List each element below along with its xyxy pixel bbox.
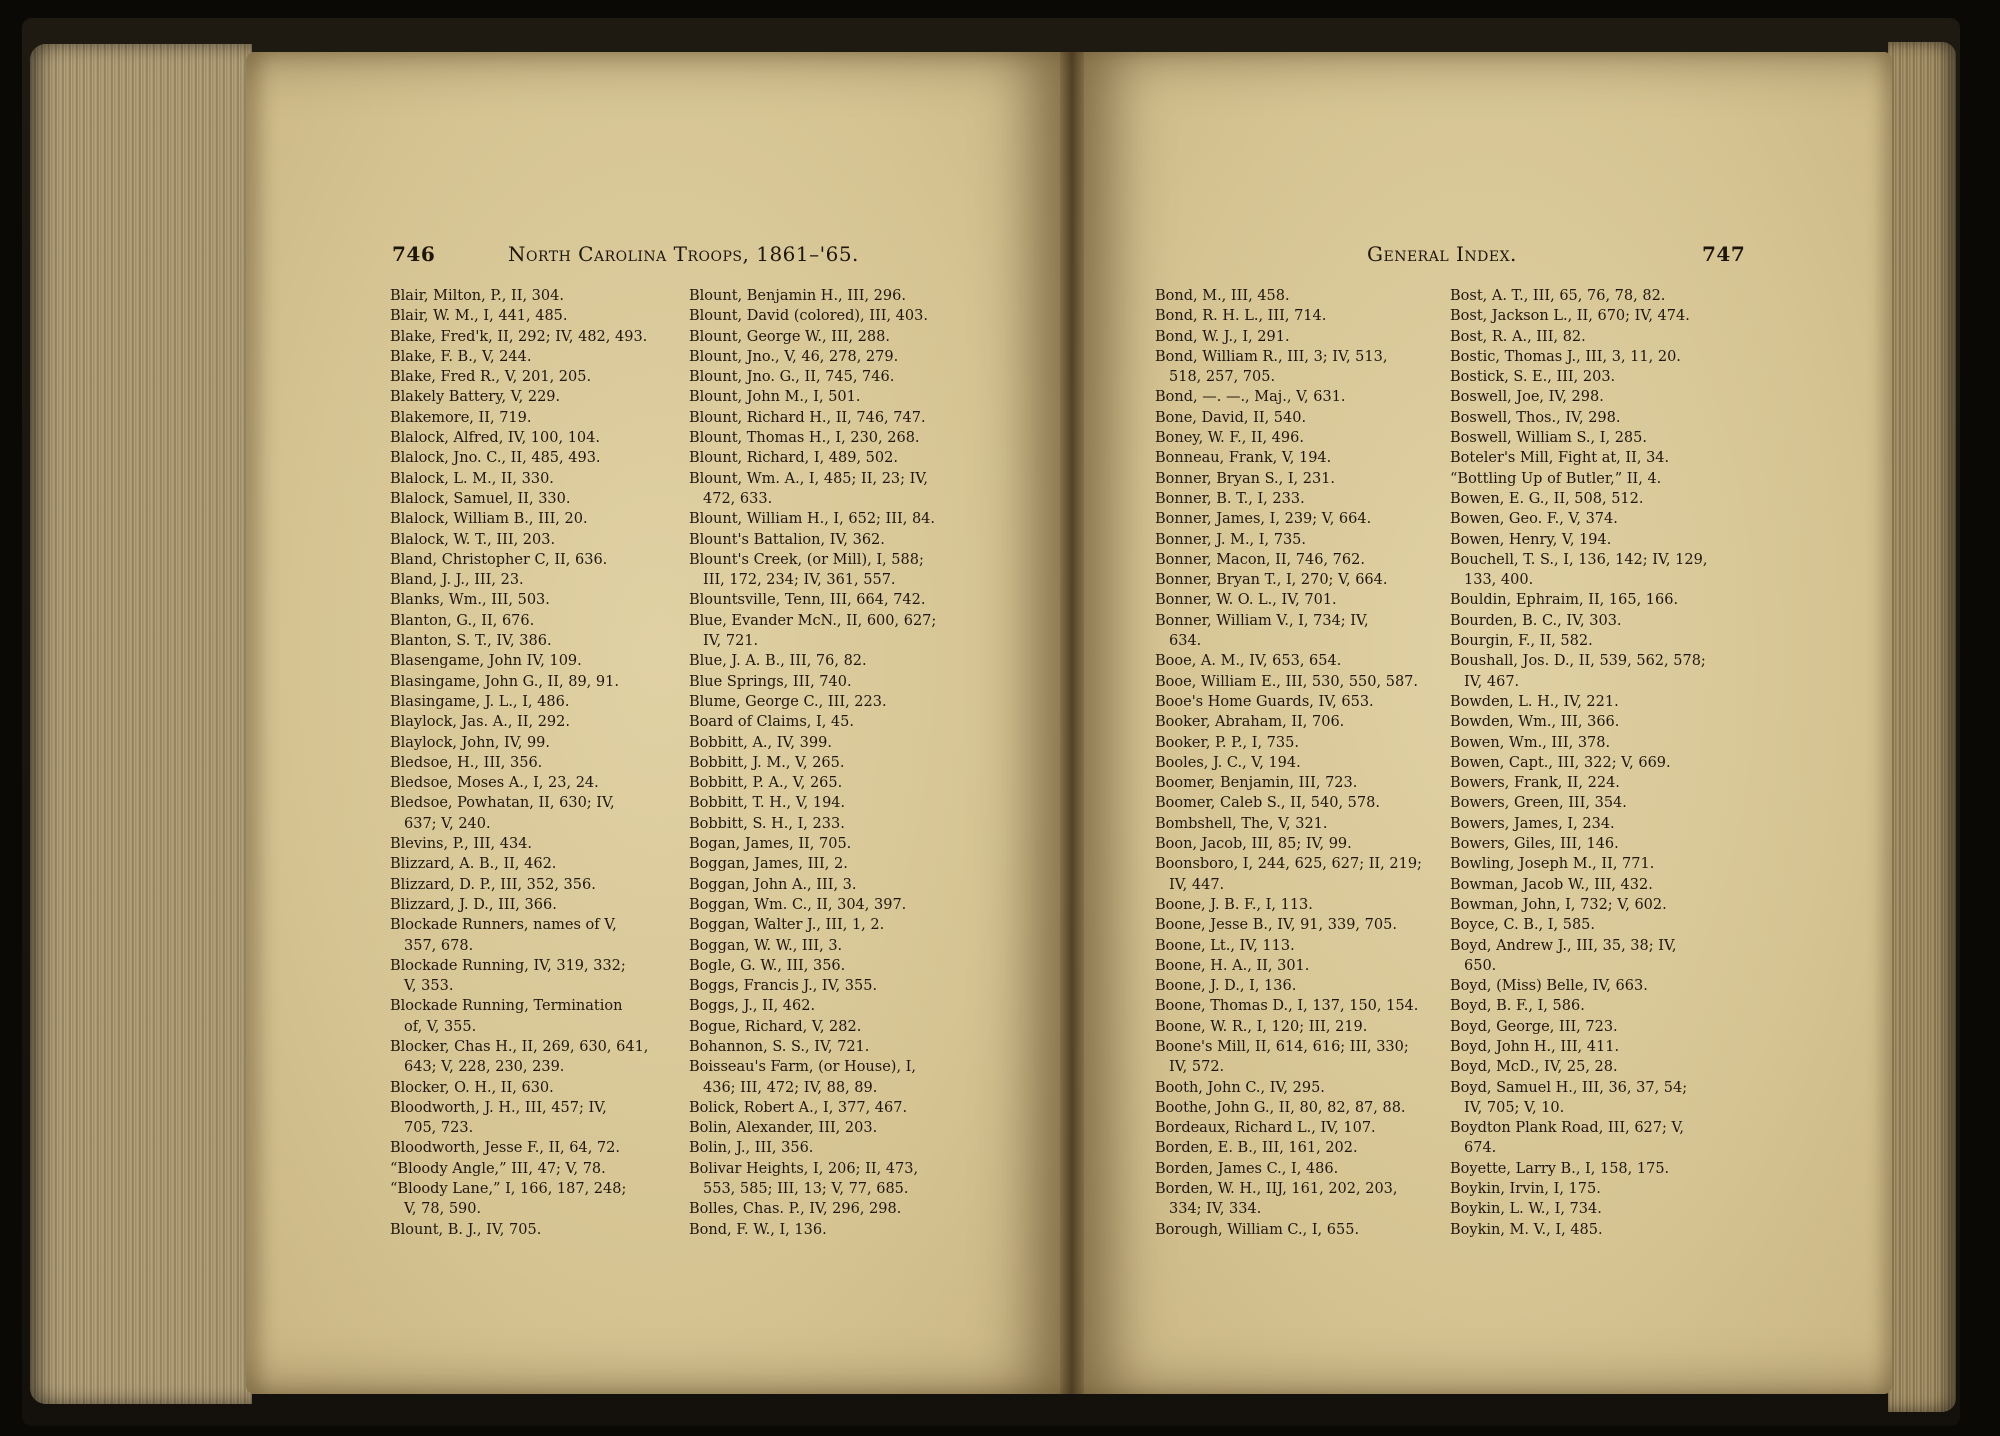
index-entry: Blockade Running, IV, 319, 332; [390,957,626,974]
index-entry: Bowen, E. G., II, 508, 512. [1450,490,1644,507]
right-page-title: General Index. [1367,242,1517,266]
index-entry: Bobbitt, A., IV, 399. [689,734,832,751]
left-page-number: 746 [392,242,436,266]
index-entry: Boone, Thomas D., I, 137, 150, 154. [1155,998,1419,1015]
index-entry: Boisseau's Farm, (or House), I, [689,1059,917,1076]
index-entry: Boykin, Irvin, I, 175. [1450,1181,1601,1198]
index-entry: 436; III, 472; IV, 88, 89. [703,1079,878,1096]
index-entry: Blue Springs, III, 740. [689,673,852,690]
index-entry: Bowden, Wm., III, 366. [1450,714,1620,731]
right-column-2 [1450,286,1707,1240]
left-column-2 [689,286,936,1240]
index-entry: Boggan, John A., III, 3. [689,876,857,893]
left-page [246,52,1072,1394]
index-entry: Bogan, James, II, 705. [689,836,852,853]
index-entry: Bonner, Bryan S., I, 231. [1155,470,1336,487]
index-entry: Blakemore, II, 719. [390,409,532,426]
index-entry: 634. [1169,633,1202,650]
index-entry: Blount, David (colored), III, 403. [689,308,928,325]
index-entry: Bourden, B. C., IV, 303. [1450,612,1622,629]
index-entry: Boydton Plank Road, III, 627; V, [1450,1120,1685,1137]
index-entry: Bostick, S. E., III, 203. [1450,369,1616,386]
index-entry: Bolivar Heights, I, 206; II, 473, [689,1160,919,1177]
index-entry: Boothe, John G., II, 80, 82, 87, 88. [1155,1099,1406,1116]
index-entry: Bombshell, The, V, 321. [1155,815,1328,832]
index-entry: Bost, R. A., III, 82. [1450,328,1586,345]
index-entry: Bolin, J., III, 356. [689,1140,814,1157]
index-entry: Blockade Runners, names of V, [390,917,617,934]
index-entry: Booker, Abraham, II, 706. [1155,714,1345,731]
index-entry: Bolin, Alexander, III, 203. [689,1120,878,1137]
index-entry: Bond, —. —., Maj., V, 631. [1155,389,1346,406]
index-entry: Bogue, Richard, V, 282. [689,1018,862,1035]
index-entry: Boggs, Francis J., IV, 355. [689,978,878,995]
index-entry: IV, 721. [703,633,759,650]
index-entry: III, 172, 234; IV, 361, 557. [703,572,896,589]
index-entry: Blizzard, A. B., II, 462. [390,856,557,873]
index-entry: Blaylock, John, IV, 99. [390,734,551,751]
index-entry: Boomer, Benjamin, III, 723. [1155,775,1358,792]
index-entry: Bond, W. J., I, 291. [1155,328,1290,345]
index-entry: Boushall, Jos. D., II, 539, 562, 578; [1450,653,1706,670]
index-entry: 133, 400. [1464,572,1534,589]
index-entry: Boykin, L. W., I, 734. [1450,1201,1602,1218]
index-entry: Blount's Creek, (or Mill), I, 588; [689,551,924,568]
right-page [1072,52,1892,1394]
index-entry: Boonsboro, I, 244, 625, 627; II, 219; [1155,856,1422,873]
index-entry: Blount, George W., III, 288. [689,328,890,345]
index-entry: Bourgin, F., II, 582. [1450,633,1593,650]
index-entry: Bobbitt, P. A., V, 265. [689,775,843,792]
index-entry: Bonner, James, I, 239; V, 664. [1155,511,1372,528]
index-entry: Bost, A. T., III, 65, 76, 78, 82. [1450,288,1666,304]
index-entry: Boswell, William S., I, 285. [1450,430,1647,447]
index-entry: “Bloody Angle,” III, 47; V, 78. [390,1160,606,1177]
index-entry: Blanks, Wm., III, 503. [390,592,550,609]
index-entry: 357, 678. [404,937,474,954]
left-page-edges [30,44,252,1404]
index-entry: Bonner, J. M., I, 735. [1155,531,1307,548]
index-entry: Blalock, L. M., II, 330. [390,470,554,487]
index-entry: Bowers, Giles, III, 146. [1450,836,1619,853]
index-entry: Bowers, Green, III, 354. [1450,795,1627,812]
index-entry: 518, 257, 705. [1169,369,1276,386]
index-entry: Bobbitt, S. H., I, 233. [689,815,845,832]
index-entry: Blake, Fred R., V, 201, 205. [390,369,592,386]
index-entry: Blountsville, Tenn, III, 664, 742. [689,592,926,609]
index-entry: Borden, E. B., III, 161, 202. [1155,1140,1358,1157]
index-entry: Blount, Richard, I, 489, 502. [689,450,898,467]
index-entry: Booe, A. M., IV, 653, 654. [1155,653,1342,670]
index-entry: 674. [1464,1140,1497,1157]
index-entry: V, 78, 590. [404,1201,482,1218]
index-entry: IV, 572. [1169,1059,1225,1076]
index-entry: 334; IV, 334. [1169,1201,1262,1218]
right-page-edges [1888,42,1956,1412]
index-entry: Boyd, Samuel H., III, 36, 37, 54; [1450,1079,1688,1096]
index-entry: Bledsoe, Powhatan, II, 630; IV, [390,795,615,812]
index-entry: Bone, David, II, 540. [1155,409,1307,426]
index-entry: Boyd, (Miss) Belle, IV, 663. [1450,978,1648,995]
index-entry: Bowman, Jacob W., III, 432. [1450,876,1653,893]
index-entry: IV, 467. [1464,673,1520,690]
index-entry: 650. [1464,957,1497,974]
index-entry: Boteler's Mill, Fight at, II, 34. [1450,450,1670,467]
index-entry: Boggs, J., II, 462. [689,998,816,1015]
index-entry: Bouchell, T. S., I, 136, 142; IV, 129, [1450,551,1708,568]
index-entry: Blalock, Samuel, II, 330. [390,490,571,507]
index-entry: Blocker, O. H., II, 630. [390,1079,554,1096]
index-entry: Bogle, G. W., III, 356. [689,957,846,974]
index-entry: Boyd, B. F., I, 586. [1450,998,1585,1015]
index-entry: Board of Claims, I, 45. [689,714,854,731]
index-entry: Blair, W. M., I, 441, 485. [390,308,568,325]
index-entry: Boone, Jesse B., IV, 91, 339, 705. [1155,917,1397,934]
index-entry: Borough, William C., I, 655. [1155,1221,1360,1238]
index-entry: Blasingame, John G., II, 89, 91. [390,673,619,690]
index-entry: Boggan, James, III, 2. [689,856,848,873]
index-entry: Blount, Richard H., II, 746, 747. [689,409,926,426]
index-entry: Blake, F. B., V, 244. [390,348,532,365]
index-entry: 705, 723. [404,1120,474,1137]
index-entry: Blasengame, John IV, 109. [390,653,582,670]
index-entry: Booe's Home Guards, IV, 653. [1155,693,1374,710]
right-page-number: 747 [1702,242,1746,266]
index-entry: Bowen, Henry, V, 194. [1450,531,1612,548]
index-entry: Boyce, C. B., I, 585. [1450,917,1596,934]
index-entry: Blue, J. A. B., III, 76, 82. [689,653,867,670]
index-entry: Blount's Battalion, IV, 362. [689,531,885,548]
index-entry: Boggan, Wm. C., II, 304, 397. [689,896,907,913]
index-entry: Blizzard, D. P., III, 352, 356. [390,876,596,893]
index-entry: Bowers, James, I, 234. [1450,815,1615,832]
index-entry: Blalock, Jno. C., II, 485, 493. [390,450,601,467]
index-entry: Boone, H. A., II, 301. [1155,957,1310,974]
index-entry: Blockade Running, Termination [390,998,623,1015]
index-entry: Bordeaux, Richard L., IV, 107. [1155,1120,1376,1137]
index-entry: Boggan, W. W., III, 3. [689,937,843,954]
index-entry: Blanton, G., II, 676. [390,612,535,629]
index-entry: Bost, Jackson L., II, 670; IV, 474. [1450,308,1690,325]
index-entry: Blount, Benjamin H., III, 296. [689,288,906,304]
index-entry: 643; V, 228, 230, 239. [404,1059,565,1076]
index-entry: Boone, Lt., IV, 113. [1155,937,1295,954]
index-entry: Bledsoe, Moses A., I, 23, 24. [390,775,599,792]
index-entry: Blake, Fred'k, II, 292; IV, 482, 493. [390,328,648,345]
index-entry: Boggan, Walter J., III, 1, 2. [689,917,885,934]
index-entry: Blaylock, Jas. A., II, 292. [390,714,570,731]
index-entry: Bond, M., III, 458. [1155,288,1290,304]
index-entry: Bonneau, Frank, V, 194. [1155,450,1332,467]
index-entry: Boyd, George, III, 723. [1450,1018,1618,1035]
index-entry: V, 353. [404,978,454,995]
index-entry: Blount, John M., I, 501. [689,389,861,406]
index-entry: Bostic, Thomas J., III, 3, 11, 20. [1450,348,1681,365]
index-entry: Booth, John C., IV, 295. [1155,1079,1325,1096]
index-entry: Bonner, B. T., I, 233. [1155,490,1305,507]
index-entry: Bohannon, S. S., IV, 721. [689,1038,870,1055]
index-entry: Bowman, John, I, 732; V, 602. [1450,896,1667,913]
index-entry: Blount, B. J., IV, 705. [390,1221,542,1238]
index-entry: of, V, 355. [404,1018,477,1035]
index-entry: Bobbitt, J. M., V, 265. [689,754,845,771]
index-entry: Boone, W. R., I, 120; III, 219. [1155,1018,1368,1035]
index-entry: Bond, R. H. L., III, 714. [1155,308,1327,325]
index-entry: Blount, Jno. G., II, 745, 746. [689,369,895,386]
index-entry: Boomer, Caleb S., II, 540, 578. [1155,795,1380,812]
index-entry: Bonner, Macon, II, 746, 762. [1155,551,1365,568]
index-entry: IV, 705; V, 10. [1464,1099,1565,1116]
index-entry: Borden, W. H., IIJ, 161, 202, 203, [1155,1181,1398,1198]
index-entry: Bloodworth, J. H., III, 457; IV, [390,1099,607,1116]
index-entry: Blue, Evander McN., II, 600, 627; [689,612,937,629]
index-entry: Bolles, Chas. P., IV, 296, 298. [689,1201,902,1218]
index-entry: Boswell, Joe, IV, 298. [1450,389,1604,406]
index-entry: Blount, Wm. A., I, 485; II, 23; IV, [689,470,928,487]
index-entry: “Bloody Lane,” I, 166, 187, 248; [390,1181,627,1198]
index-entry: Boone, J. B. F., I, 113. [1155,896,1313,913]
index-entry: Bonner, William V., I, 734; IV, [1155,612,1369,629]
index-entry: Boyette, Larry B., I, 158, 175. [1450,1160,1670,1177]
index-entry: Blalock, W. T., III, 203. [390,531,556,548]
index-entry: 472, 633. [703,490,773,507]
index-entry: Blalock, William B., III, 20. [390,511,588,528]
index-entry: Bolick, Robert A., I, 377, 467. [689,1099,908,1116]
index-entry: Bonner, W. O. L., IV, 701. [1155,592,1337,609]
index-entry: Boyd, Andrew J., III, 35, 38; IV, [1450,937,1677,954]
index-entry: Boswell, Thos., IV, 298. [1450,409,1621,426]
index-entry: Bloodworth, Jesse F., II, 64, 72. [390,1140,620,1157]
index-entry: Blizzard, J. D., III, 366. [390,896,557,913]
index-entry: Blalock, Alfred, IV, 100, 104. [390,430,600,447]
index-entry: IV, 447. [1169,876,1225,893]
index-entry: Bobbitt, T. H., V, 194. [689,795,846,812]
index-entry: Blanton, S. T., IV, 386. [390,633,552,650]
index-entry: Bond, F. W., I, 136. [689,1221,827,1238]
left-page-title: North Carolina Troops, 1861–'65. [508,242,859,266]
index-entry: Blair, Milton, P., II, 304. [390,288,564,304]
index-entry: Bland, Christopher C, II, 636. [390,551,608,568]
index-entry: Booker, P. P., I, 735. [1155,734,1299,751]
index-entry: Bland, J. J., III, 23. [390,572,524,589]
index-entry: Blocker, Chas H., II, 269, 630, 641, [390,1038,649,1055]
index-entry: Booles, J. C., V, 194. [1155,754,1301,771]
index-entry: Blakely Battery, V, 229. [390,389,561,406]
index-entry: Booe, William E., III, 530, 550, 587. [1155,673,1419,690]
right-column-1 [1155,286,1422,1240]
book-gutter [1060,52,1084,1394]
index-entry: Bouldin, Ephraim, II, 165, 166. [1450,592,1679,609]
index-entry: Bowling, Joseph M., II, 771. [1450,856,1655,873]
index-entry: Bowen, Capt., III, 322; V, 669. [1450,754,1671,771]
index-entry: Blume, George C., III, 223. [689,693,887,710]
index-entry: Boon, Jacob, III, 85; IV, 99. [1155,836,1352,853]
index-entry: Boney, W. F., II, 496. [1155,430,1304,447]
index-entry: Bowen, Wm., III, 378. [1450,734,1611,751]
index-entry: Bonner, Bryan T., I, 270; V, 664. [1155,572,1388,589]
index-entry: Bledsoe, H., III, 356. [390,754,543,771]
index-entry: Boone, J. D., I, 136. [1155,978,1297,995]
index-entry: Blount, William H., I, 652; III, 84. [689,511,935,528]
index-entry: “Bottling Up of Butler,” II, 4. [1450,470,1662,487]
index-entry: 637; V, 240. [404,815,491,832]
index-entry: Blevins, P., III, 434. [390,836,533,853]
index-entry: Bond, William R., III, 3; IV, 513, [1155,348,1388,365]
index-entry: Blount, Jno., V, 46, 278, 279. [689,348,899,365]
index-entry: Borden, James C., I, 486. [1155,1160,1339,1177]
index-entry: Bowers, Frank, II, 224. [1450,775,1620,792]
index-entry: 553, 585; III, 13; V, 77, 685. [703,1181,909,1198]
index-entry: Boykin, M. V., I, 485. [1450,1221,1603,1238]
index-entry: Boone's Mill, II, 614, 616; III, 330; [1155,1038,1409,1055]
index-entry: Blount, Thomas H., I, 230, 268. [689,430,920,447]
index-entry: Blasingame, J. L., I, 486. [390,693,570,710]
index-entry: Bowden, L. H., IV, 221. [1450,693,1619,710]
left-column-1 [390,286,648,1240]
index-entry: Boyd, John H., III, 411. [1450,1038,1620,1055]
index-entry: Bowen, Geo. F., V, 374. [1450,511,1618,528]
index-entry: Boyd, McD., IV, 25, 28. [1450,1059,1618,1076]
